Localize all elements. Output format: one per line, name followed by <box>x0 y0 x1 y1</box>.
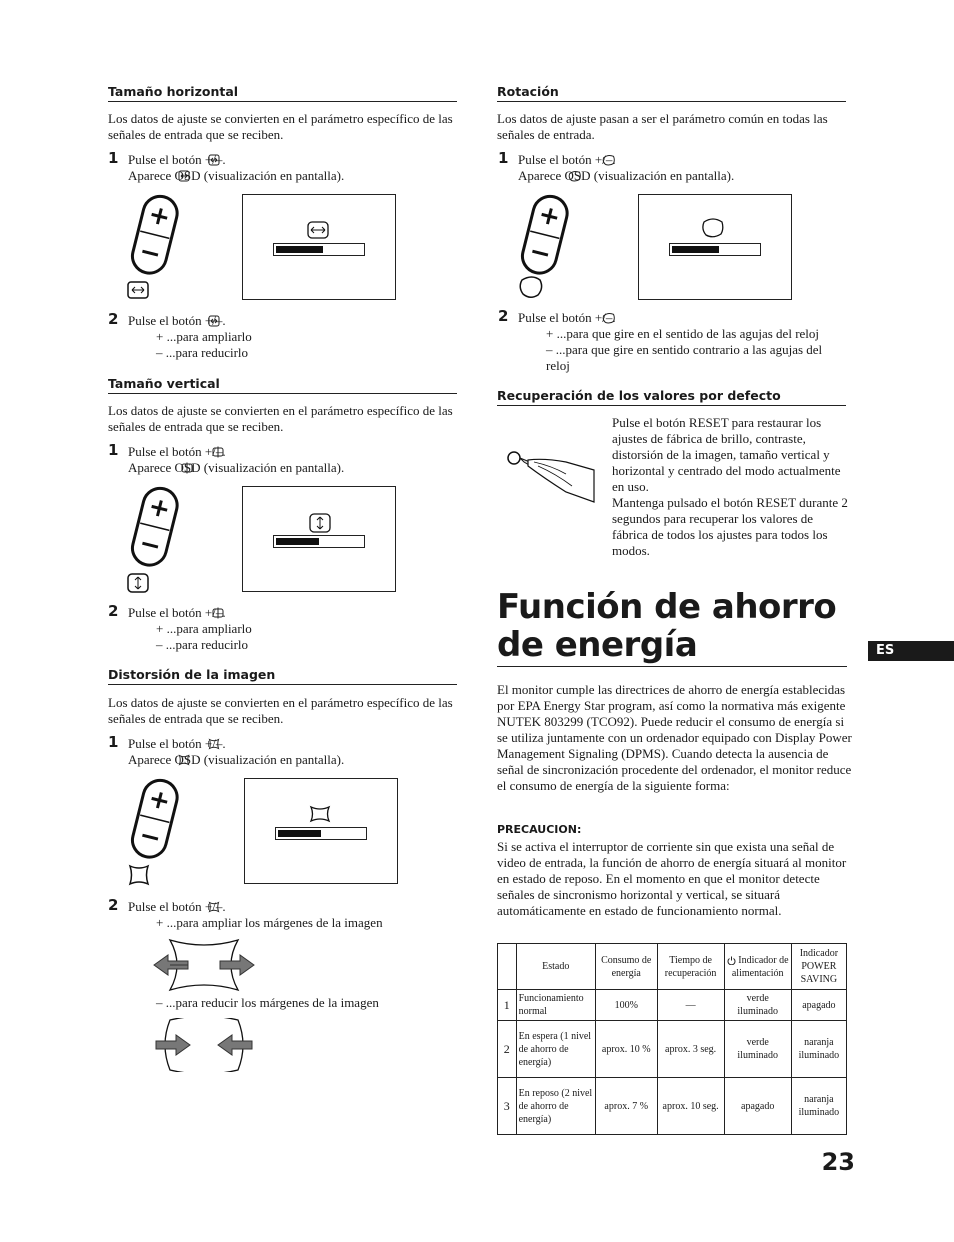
table-header-cell: Estado <box>516 944 595 990</box>
table-cell: aprox. 7 % <box>595 1078 657 1135</box>
step-text: Pulse el botón +/–. <box>128 899 226 914</box>
power-icon <box>727 956 736 965</box>
caution-label: PRECAUCION: <box>497 823 582 836</box>
step-text: Pulse el botón +/–. <box>128 736 226 751</box>
table-cell: aprox. 10 % <box>595 1021 657 1078</box>
table-cell: 100% <box>595 990 657 1021</box>
table-cell: Funcionamiento normal <box>516 990 595 1021</box>
plus-minus-button-graphic <box>124 486 188 594</box>
step-text: Aparece OSD (visualización en pantalla). <box>128 168 345 183</box>
table-cell: aprox. 10 seg. <box>657 1078 724 1135</box>
step-number: 2 <box>108 896 119 914</box>
step-option-minus: – ...para reducir los márgenes de la imagen <box>156 995 379 1010</box>
table-row <box>498 990 847 1021</box>
reset-description <box>612 415 852 559</box>
table-header-text: Indicador de alimentación <box>731 954 789 979</box>
step-number: 1 <box>498 149 509 167</box>
horizontal-size-icon <box>307 221 329 239</box>
horizontal-size-icon <box>208 315 220 327</box>
table-cell: verde iluminado <box>724 1021 791 1078</box>
step-number: 1 <box>108 733 119 751</box>
section-heading-horizontal-size: Tamaño horizontal <box>108 84 457 102</box>
rotation-icon <box>602 312 616 324</box>
step-2 <box>108 896 458 931</box>
osd-level-fill <box>278 830 321 837</box>
table-cell: naranja iluminado <box>791 1021 846 1078</box>
step-option-minus: – ...para reducirlo <box>156 345 249 360</box>
page-number: 23 <box>821 1148 855 1176</box>
step-2 <box>108 602 458 653</box>
reduce-margins-diagram <box>150 1018 258 1072</box>
osd-level-bar <box>275 827 367 840</box>
table-cell: aprox. 3 seg. <box>657 1021 724 1078</box>
step-2 <box>108 310 458 361</box>
step-text: Pulse el botón +/–. <box>128 444 226 459</box>
step-option-minus: – ...para reducirlo <box>156 637 249 652</box>
step-text: Pulse el botón +/–. <box>518 310 616 325</box>
step-option-plus: + ...para ampliarlo <box>156 621 252 636</box>
horizontal-size-icon <box>208 154 220 166</box>
vertical-size-icon <box>181 462 193 474</box>
pincushion-icon <box>309 805 331 823</box>
title-divider <box>497 666 847 667</box>
osd-screen <box>244 778 398 884</box>
table-header-row <box>498 944 847 990</box>
step-option-minus-line <box>128 995 458 1011</box>
table-row <box>498 1021 847 1078</box>
pincushion-icon <box>208 738 220 750</box>
osd-level-fill <box>276 246 323 253</box>
osd-level-bar <box>273 535 365 548</box>
table-cell: 1 <box>498 990 517 1021</box>
table-header-cell <box>724 944 791 990</box>
reset-paragraph-1: Pulse el botón RESET para restaurar los ajustes de fábrica de brillo, contraste, distorsión de la imagen, tamaño vertical y horizontal y centrado del modo actualmente en uso. <box>612 415 841 494</box>
step-text: Pulse el botón +/–. <box>518 152 616 167</box>
table-cell: verde iluminado <box>724 990 791 1021</box>
table-header-cell: Tiempo de recuperación <box>657 944 724 990</box>
plus-minus-button-graphic <box>124 194 188 302</box>
rotation-icon <box>602 154 616 166</box>
section-heading-vertical-size: Tamaño vertical <box>108 376 457 394</box>
osd-screen <box>242 194 396 300</box>
section-intro: Los datos de ajuste se convierten en el parámetro específico de las señales de entrada que se reciben. <box>108 695 453 726</box>
vertical-size-icon <box>212 607 224 619</box>
page-title-line-2: de energía <box>497 625 698 665</box>
section-intro: Los datos de ajuste pasan a ser el parámetro común en todas las señales de entrada. <box>497 111 828 142</box>
expand-margins-diagram <box>150 938 258 992</box>
table-cell: — <box>657 990 724 1021</box>
plus-minus-button-graphic <box>514 194 578 302</box>
osd-screen <box>242 486 396 592</box>
page-title <box>497 588 847 664</box>
table-cell: apagado <box>724 1078 791 1135</box>
table-cell: apagado <box>791 990 846 1021</box>
osd-level-bar <box>669 243 761 256</box>
table-row <box>498 1078 847 1135</box>
pincushion-icon <box>208 901 220 913</box>
rotation-icon <box>701 217 725 239</box>
section-heading-image-distortion: Distorsión de la imagen <box>108 667 457 685</box>
step-text: Aparece OSD (visualización en pantalla). <box>128 752 345 767</box>
step-option-plus: + ...para ampliar los márgenes de la imagen <box>156 915 383 930</box>
vertical-size-icon <box>309 513 331 533</box>
step-2 <box>498 307 853 374</box>
step-option-plus: + ...para ampliarlo <box>156 329 252 344</box>
power-saving-intro: El monitor cumple las directrices de ahorro de energía establecidas por EPA Energy Star program, así como la normativa más exigente NUTEK 803299 (TCO92). Puede reducir el consumo de energía si se utiliza juntamente con un ordenador equipado con Display Power Management Signaling (DPMS). Cuando detecta la ausencia de señal de sincronización procedente del ordenador, el monitor reduce el consumo de energía de la siguiente forma: <box>497 682 852 793</box>
page-title-line-1: Función de ahorro <box>497 587 837 627</box>
table-cell: En reposo (2 nivel de ahorro de energía) <box>516 1078 595 1135</box>
step-option-minus: – ...para que gire en sentido contrario a las agujas del reloj <box>546 342 823 373</box>
step-number: 2 <box>498 307 509 325</box>
language-tab: ES <box>868 641 954 661</box>
table-header-cell: Indicador POWER SAVING <box>791 944 846 990</box>
step-text: Pulse el botón +/–. <box>128 152 226 167</box>
table-cell: 2 <box>498 1021 517 1078</box>
step-1 <box>108 441 458 476</box>
reset-paragraph-2: Mantenga pulsado el botón RESET durante 2 segundos para recuperar los valores de fábrica de todos los ajustes para todos los modos. <box>612 495 848 558</box>
step-text: Aparece OSD (visualización en pantalla). <box>128 460 345 475</box>
step-text: Aparece OSD (visualización en pantalla). <box>518 168 735 183</box>
step-text: Pulse el botón +/–. <box>128 313 226 328</box>
power-states-table <box>497 943 847 1135</box>
section-intro: Los datos de ajuste se convierten en el parámetro específico de las señales de entrada que se reciben. <box>108 111 453 142</box>
step-number: 1 <box>108 149 119 167</box>
osd-level-bar <box>273 243 365 256</box>
table-cell: 3 <box>498 1078 517 1135</box>
section-heading-rotation: Rotación <box>497 84 846 102</box>
step-number: 2 <box>108 310 119 328</box>
section-heading-reset: Recuperación de los valores por defecto <box>497 388 846 406</box>
reset-button-pen-illustration <box>504 440 598 504</box>
osd-screen <box>638 194 792 300</box>
step-text: Pulse el botón +/–. <box>128 605 226 620</box>
table-header-cell: Consumo de energía <box>595 944 657 990</box>
step-option-plus: + ...para que gire en el sentido de las agujas del reloj <box>546 326 820 341</box>
table-header-cell <box>498 944 517 990</box>
horizontal-size-icon <box>178 170 190 182</box>
step-number: 1 <box>108 441 119 459</box>
pincushion-icon <box>178 754 190 766</box>
osd-level-fill <box>672 246 719 253</box>
vertical-size-icon <box>212 446 224 458</box>
caution-text: Si se activa el interruptor de corriente sin que exista una señal de video de entrada, la función de ahorro de energía situará al monitor en estado de reposo. En el momento en que el monitor detecte señales de sincronismo horizontal y vertical, se situará automáticamente en estado de funcionamiento normal. <box>497 839 847 918</box>
table-cell: naranja iluminado <box>791 1078 846 1135</box>
table-cell: En espera (1 nivel de ahorro de energía) <box>516 1021 595 1078</box>
step-number: 2 <box>108 602 119 620</box>
osd-level-fill <box>276 538 319 545</box>
section-intro: Los datos de ajuste se convierten en el parámetro específico de las señales de entrada que se reciben. <box>108 403 453 434</box>
rotation-icon <box>568 170 582 182</box>
plus-minus-button-graphic <box>124 778 188 886</box>
